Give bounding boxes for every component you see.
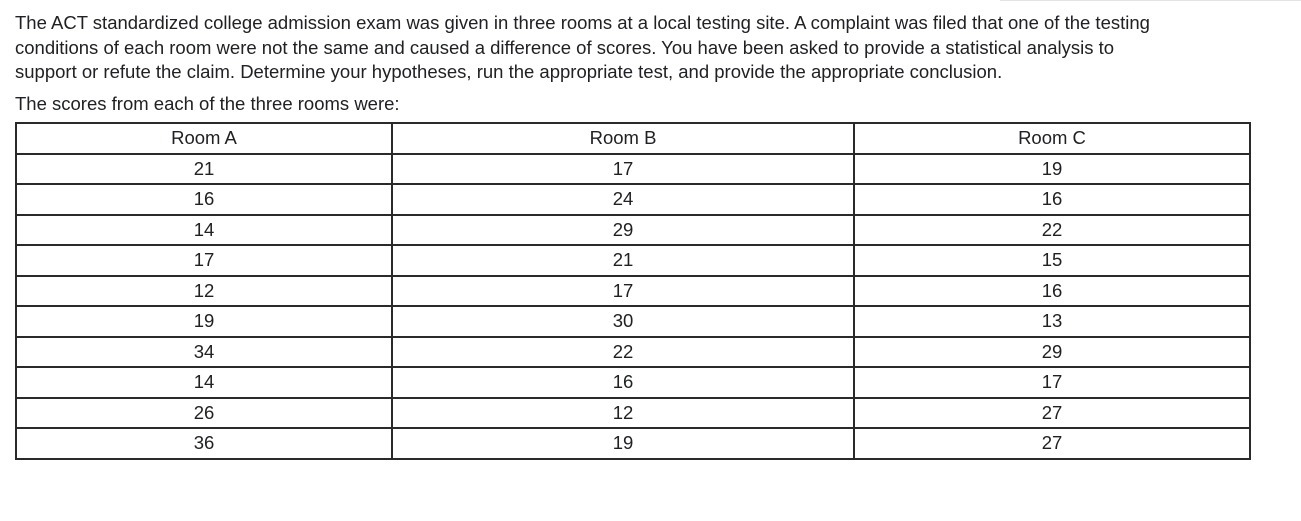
table-cell: 29 bbox=[392, 215, 854, 246]
table-cell: 12 bbox=[16, 276, 392, 307]
table-intro: The scores from each of the three rooms were: bbox=[15, 93, 400, 114]
table-cell: 17 bbox=[16, 245, 392, 276]
table-cell: 16 bbox=[854, 276, 1250, 307]
header-room-a: Room A bbox=[16, 123, 392, 154]
table-cell: 36 bbox=[16, 428, 392, 459]
table-cell: 24 bbox=[392, 184, 854, 215]
header-room-c: Room C bbox=[854, 123, 1250, 154]
table-cell: 19 bbox=[16, 306, 392, 337]
top-divider bbox=[1000, 0, 1301, 1]
table-cell: 13 bbox=[854, 306, 1250, 337]
table-row bbox=[16, 154, 1250, 185]
table-cell: 12 bbox=[392, 398, 854, 429]
table-cell: 17 bbox=[854, 367, 1250, 398]
table-cell: 17 bbox=[392, 276, 854, 307]
table-cell: 15 bbox=[854, 245, 1250, 276]
table-cell: 22 bbox=[392, 337, 854, 368]
table-cell: 19 bbox=[392, 428, 854, 459]
table-cell: 26 bbox=[16, 398, 392, 429]
table-row bbox=[16, 245, 1250, 276]
scores-table bbox=[15, 122, 1251, 460]
table-row bbox=[16, 276, 1250, 307]
table-cell: 27 bbox=[854, 398, 1250, 429]
table-cell: 21 bbox=[392, 245, 854, 276]
table-row bbox=[16, 184, 1250, 215]
table-row bbox=[16, 428, 1250, 459]
table-cell: 14 bbox=[16, 367, 392, 398]
table-row bbox=[16, 367, 1250, 398]
table-cell: 16 bbox=[854, 184, 1250, 215]
table-cell: 14 bbox=[16, 215, 392, 246]
header-room-b: Room B bbox=[392, 123, 854, 154]
table-cell: 16 bbox=[392, 367, 854, 398]
table-cell: 22 bbox=[854, 215, 1250, 246]
table-cell: 27 bbox=[854, 428, 1250, 459]
table-row bbox=[16, 215, 1250, 246]
table-row bbox=[16, 306, 1250, 337]
table-cell: 29 bbox=[854, 337, 1250, 368]
problem-statement bbox=[15, 11, 1285, 85]
problem-line-1: The ACT standardized college admission exam was given in three rooms at a local testing site. A complaint was filed that one of the testing bbox=[15, 12, 1150, 33]
problem-line-3: support or refute the claim. Determine your hypotheses, run the appropriate test, and provide the appropriate conclusion. bbox=[15, 61, 1003, 82]
table-cell: 34 bbox=[16, 337, 392, 368]
table-cell: 30 bbox=[392, 306, 854, 337]
table-cell: 19 bbox=[854, 154, 1250, 185]
problem-line-2: conditions of each room were not the same and caused a difference of scores. You have been asked to provide a statistical analysis to bbox=[15, 36, 1115, 58]
table-cell: 16 bbox=[16, 184, 392, 215]
table-row bbox=[16, 337, 1250, 368]
table-cell: 21 bbox=[16, 154, 392, 185]
table-cell: 17 bbox=[392, 154, 854, 185]
table-row bbox=[16, 398, 1250, 429]
table-header-row bbox=[16, 123, 1250, 154]
